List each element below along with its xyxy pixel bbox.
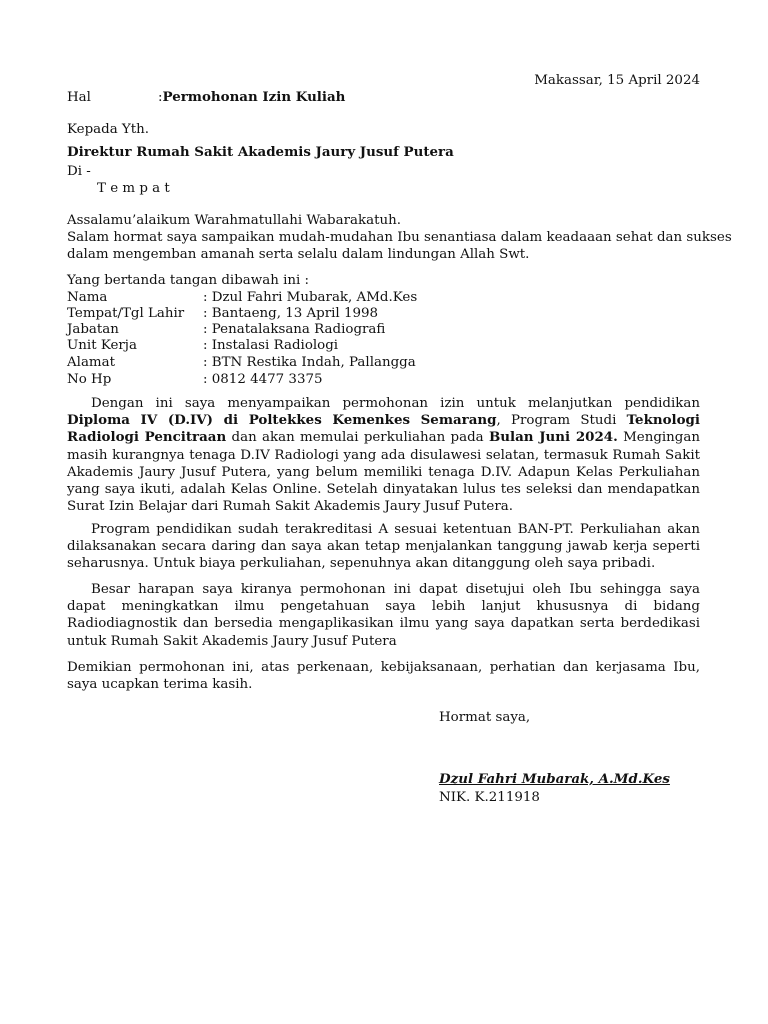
signed-intro: Yang bertanda tangan dibawah ini : xyxy=(67,273,310,288)
p1-bold-prodi: Teknologi Radiologi Pencitraan xyxy=(67,412,700,446)
p1-text-3: dan akan memulai perkuliahan pada xyxy=(226,430,489,446)
subject-label: Hal xyxy=(67,90,91,105)
bio-label-jabatan: Jabatan xyxy=(67,322,119,337)
p1-text-2: , Program Studi xyxy=(496,413,627,429)
signer-name: Dzul Fahri Mubarak, A.Md.Kes xyxy=(439,771,670,787)
bio-value-jabatan: : Penatalaksana Radiografi xyxy=(203,322,386,337)
di-line: Di - xyxy=(67,164,91,179)
bio-label-hp: No Hp xyxy=(67,372,112,387)
p1-bold-date: Bulan Juni 2024. xyxy=(488,429,618,446)
p1-bold-program: Diploma IV (D.IV) di Poltekkes Kemenkes Semarang xyxy=(67,412,497,429)
bio-value-hp: : 0812 4477 3375 xyxy=(203,372,323,387)
greeting-line-2: Salam hormat saya sampaikan mudah-mudahan Ibu senantiasa dalam keadaaan sehat dan sukses xyxy=(67,230,732,245)
paragraph-4: Demikian permohonan ini, atas perkenaan, kebijaksanaan, perhatian dan kerjasama Ibu, saya ucapkan terima kasih. xyxy=(67,660,700,693)
paragraph-3: Besar harapan saya kiranya permohonan ini dapat disetujui oleh Ibu sehingga saya dapat meningkatkan ilmu pengetahuan saya lebih lanjut khususnya di bidang Radiodiagnostik dan bersedia mengaplikasikan ilmu yang saya dapatkan serta berdedikasi untuk Rumah Sakit Akademis Jaury Jusuf Putera xyxy=(67,582,700,649)
greeting-line-1: Assalamu’alaikum Warahmatullahi Wabarakatuh. xyxy=(67,213,401,228)
to-line: Kepada Yth. xyxy=(67,122,150,137)
signer-nik: NIK. K.211918 xyxy=(439,790,540,805)
bio-value-nama: : Dzul Fahri Mubarak, AMd.Kes xyxy=(203,290,418,305)
bio-value-ttl: : Bantaeng, 13 April 1998 xyxy=(203,306,379,321)
bio-label-unit: Unit Kerja xyxy=(67,338,137,353)
tempat-line: T e m p a t xyxy=(97,181,170,196)
p1-text-1: Dengan ini saya menyampaikan permohonan izin untuk melanjutkan pendidikan xyxy=(91,396,700,411)
paragraph-1 xyxy=(67,395,700,515)
p1-text-4: Mengingan masih kurangnya tenaga D.IV Radiologi yang ada disulawesi selatan, termasuk Rumah Sakit Akademis Jaury Jusuf Putera, yang belum memiliki tenaga D.IV. Adapun Kelas Perkuliahan yang saya ikuti, adalah Kelas Online. Setelah dinyatakan lulus tes seleksi dan mendapatkan Surat Izin Belajar dari Rumah Sakit Akademis Jaury Jusuf Putera. xyxy=(67,430,700,515)
recipient: Direktur Rumah Sakit Akademis Jaury Jusuf Putera xyxy=(67,144,454,160)
subject-value: Permohonan Izin Kuliah xyxy=(162,89,346,105)
bio-label-ttl: Tempat/Tgl Lahir xyxy=(67,306,185,321)
paragraph-2: Program pendidikan sudah terakreditasi A sesuai ketentuan BAN-PT. Perkuliahan akan dilaksanakan secara daring dan saya akan tetap menjalankan tanggung jawab kerja seperti seharusnya. Untuk biaya perkuliahan, sepenuhnya akan ditanggung oleh saya pribadi. xyxy=(67,522,700,572)
bio-label-alamat: Alamat xyxy=(67,355,115,370)
subject-separator: : xyxy=(158,90,163,105)
bio-value-alamat: : BTN Restika Indah, Pallangga xyxy=(203,355,416,370)
greeting-line-3: dalam mengemban amanah serta selalu dalam lindungan Allah Swt. xyxy=(67,247,530,262)
subject-line xyxy=(158,89,345,106)
place-date: Makassar, 15 April 2024 xyxy=(534,73,700,88)
closing: Hormat saya, xyxy=(439,710,531,725)
bio-label-nama: Nama xyxy=(67,290,108,305)
bio-value-unit: : Instalasi Radiologi xyxy=(203,338,339,353)
